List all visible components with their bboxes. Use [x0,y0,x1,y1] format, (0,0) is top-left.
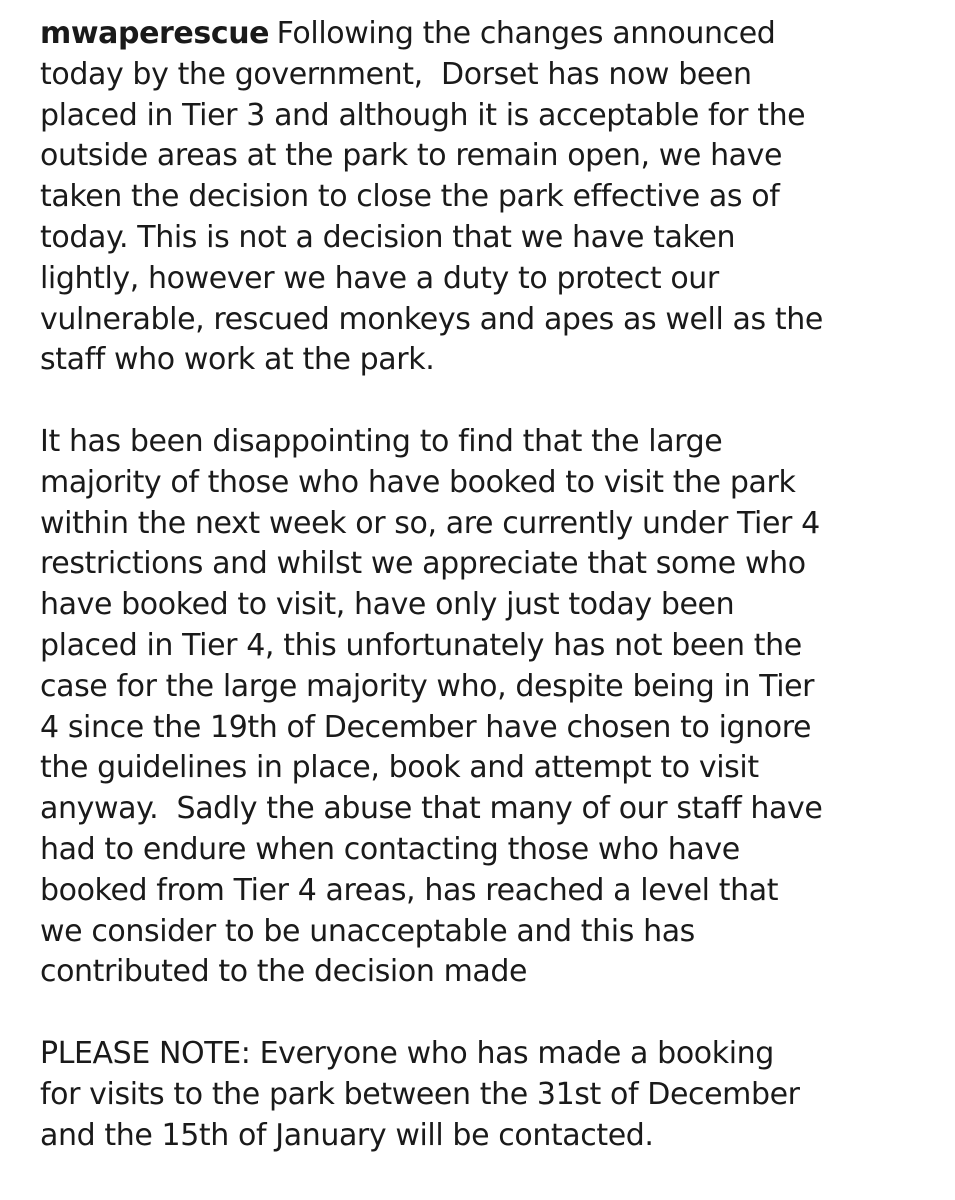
caption-line: lightly, however we have a duty to protect our [40,260,719,296]
caption-line: and the 15th of January will be contacted. [40,1117,654,1153]
caption-line: restrictions and whilst we appreciate that some who [40,546,806,582]
caption-line: placed in Tier 3 and although it is acceptable for the [40,97,806,133]
caption-line: today. This is not a decision that we have taken [40,219,736,255]
caption-line: contributed to the decision made [40,954,528,990]
caption-paragraph-2 [40,422,940,993]
caption-line: PLEASE NOTE: Everyone who has made a booking [40,1035,774,1071]
caption-text: Following the changes announced [276,16,776,51]
caption-line: have booked to visit, have only just today been [40,587,735,623]
caption-paragraph-1 [40,14,940,381]
caption-line: anyway. Sadly the abuse that many of our staff have [40,791,823,827]
caption-line: outside areas at the park to remain open, we have [40,138,783,174]
username-link[interactable]: mwaperescue [40,16,270,51]
paragraph-gap [40,993,940,1034]
caption-line: within the next week or so, are currently under Tier 4 [40,505,820,541]
caption-line: majority of those who have booked to visit the park [40,464,796,500]
caption-line: case for the large majority who, despite being in Tier [40,668,815,704]
caption-line: taken the decision to close the park effective as of [40,179,780,215]
caption-line: the guidelines in place, book and attempt to visit [40,750,759,786]
caption-line [40,14,940,55]
caption-line: 4 since the 19th of December have chosen to ignore [40,709,812,745]
caption-line: staff who work at the park. [40,342,435,378]
caption-line: vulnerable, rescued monkeys and apes as well as the [40,301,823,337]
caption-line: had to endure when contacting those who have [40,831,740,867]
caption-line: we consider to be unacceptable and this has [40,913,695,949]
paragraph-gap [40,381,940,422]
caption-line: placed in Tier 4, this unfortunately has not been the [40,627,802,663]
caption-line: booked from Tier 4 areas, has reached a level that [40,872,779,908]
caption-line: today by the government, Dorset has now been [40,56,752,92]
caption-line: It has been disappointing to find that the large [40,423,723,459]
caption-line: for visits to the park between the 31st of December [40,1076,800,1112]
caption-paragraph-3 [40,1034,940,1156]
post-caption [40,14,940,1156]
